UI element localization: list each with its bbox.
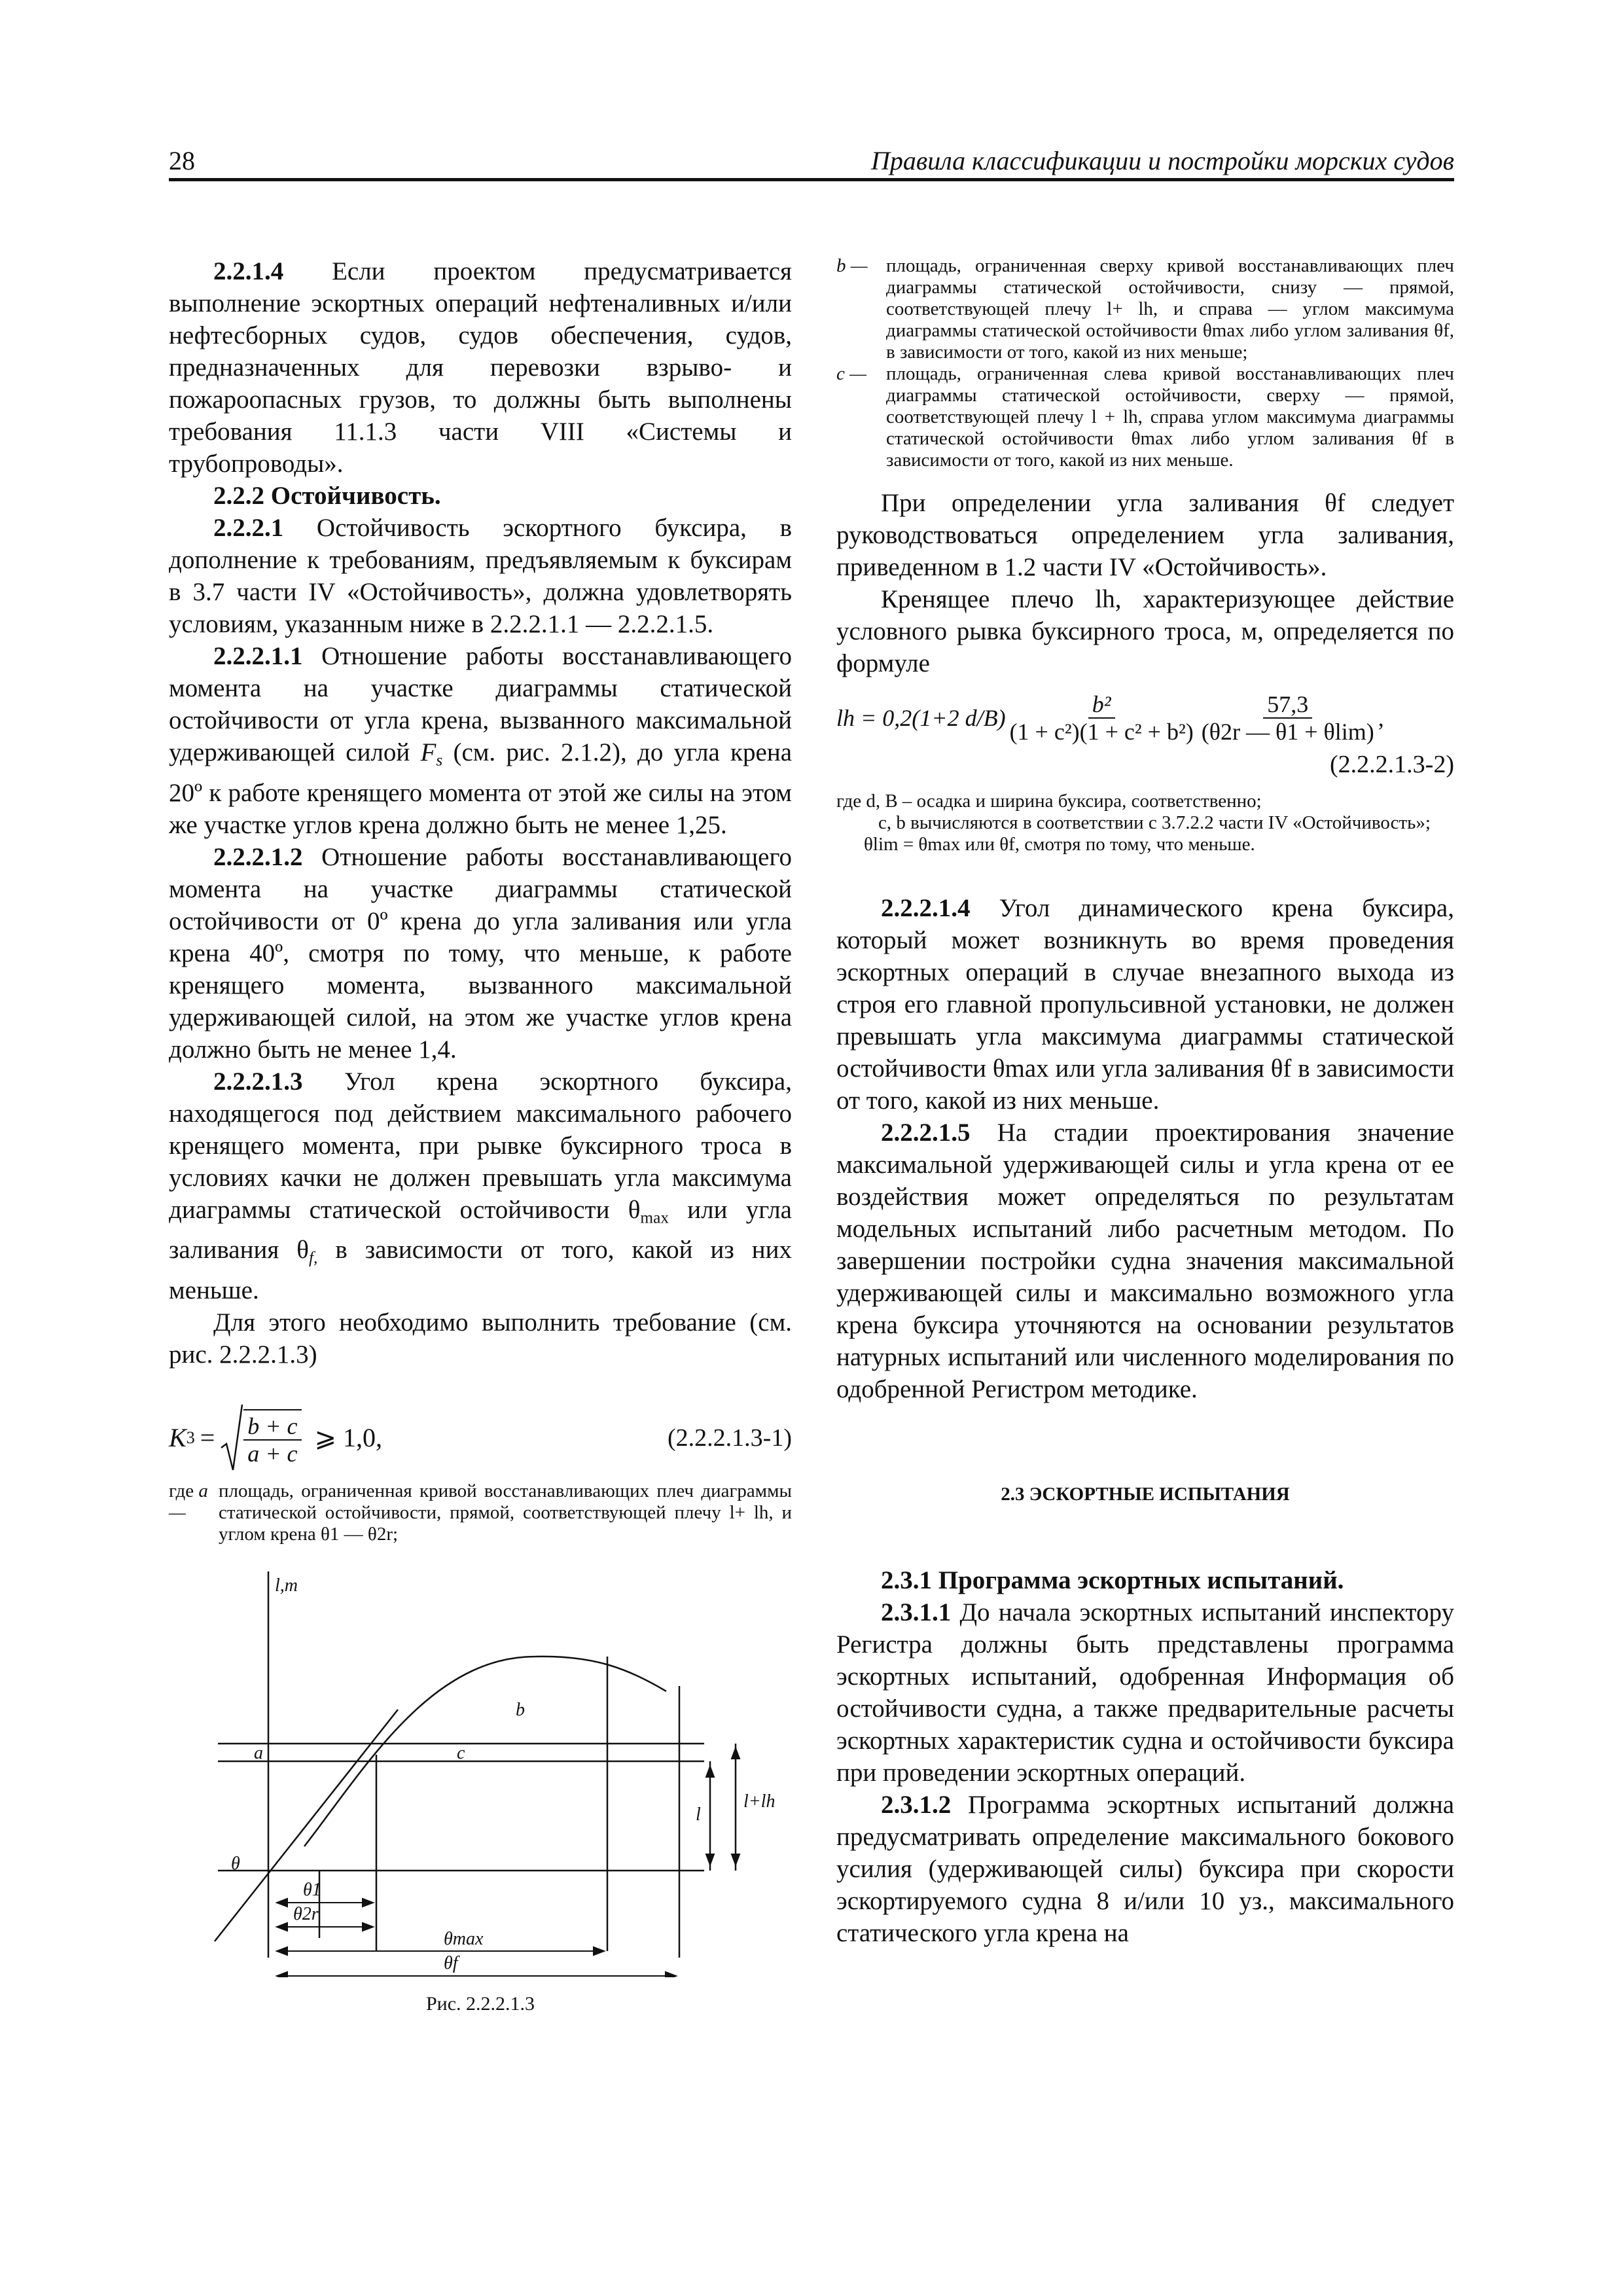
figure-caption: Рис. 2.2.2.1.3 [425, 1992, 535, 2015]
paragraph-2-3-1-2: 2.3.1.2 Программа эскортных испытаний должна предусматривать определение максимального бокового усилия (удерживающей силы) буксира при скорости эскортируемого судна 8 и/или 10 уз., максимального статического угла крена на [836, 1791, 1454, 1947]
l-lh-label: l+lh [743, 1791, 776, 1812]
l-label: l [696, 1804, 701, 1825]
area-a-label: a [254, 1742, 263, 1763]
running-title: Правила классификации и постройки морских судов [870, 146, 1454, 175]
area-c-label: c [457, 1742, 465, 1763]
paragraph-2-2-2-1-3: 2.2.2.1.3 Угол крена эскортного буксира, находящегося под действием максимального рабочего кренящего момента, при рывке буксирного троса в условиях качки не должен превышать угла максимума диаграммы статической остойчивости $\theta_{max}$ или угла заливания $\theta_{f,}$ в зависимости от того, какой из них меньше. [169, 1067, 792, 1304]
definition-a: где a — площадь, ограниченная кривой восстанавливающих плеч диаграммы статической остойчивости, прямой, соответствующей плечу l+ lh, и углом крена θ1 — θ2r; [169, 1480, 792, 1545]
left-column [169, 255, 792, 2015]
theta2r-label: θ2r [293, 1903, 319, 1924]
definition-c: c — площадь, ограниченная слева кривой восстанавливающих плеч диаграммы статической остойчивости, сверху — прямой, соответствующей плечу l + lh, справа углом максимума диаграммы статической остойчивости θmax либо углом заливания θf в зависимости от того, какой из них меньше. [836, 363, 1454, 471]
header-rule [169, 178, 1454, 181]
theta1-label: θ1 [303, 1879, 321, 1900]
equation-label-2: (2.2.2.1.3-2) [1330, 751, 1454, 778]
heading-2-3-1: 2.3.1 Программа эскортных испытаний. [881, 1566, 1344, 1594]
theta-max-label: θmax [444, 1928, 484, 1949]
paragraph-2-2-1-4: 2.2.1.4 Если проектом предусматривается выполнение эскортных операций нефтеналивных и/или нефтесборных судов, судов обеспечения, судов, предназначенных для перевозки взрыво- и пожароопасных грузов, то должны быть выполнены требования 11.1.3 части VIII «Системы и трубопроводы». [169, 257, 792, 478]
where-d-b: где d, B – осадка и ширина буксира, соответственно; [836, 791, 1262, 812]
section-2-3-title: 2.3 ЭСКОРТНЫЕ ИСПЫТАНИЯ [1001, 1484, 1290, 1505]
equation-2-2-2-1-3-1: K 3 = $\frac{b + c}{a + c}$ ⩾ 1,0, (2.2.2.1.3-1) [169, 1402, 792, 1474]
paragraph-requirement: Для этого необходимо выполнить требование (см. рис. 2.2.2.1.3) [169, 1308, 792, 1369]
theta-f-label: θf [444, 1952, 458, 1973]
definition-b: b — площадь, ограниченная сверху кривой восстанавливающих плеч диаграммы статической остойчивости, снизу — прямой, соответствующей плечу l+ lh, и справа — углом максимума диаграммы статической остойчивости θmax либо углом заливания θf, в зависимости от того, какой из них меньше; [836, 255, 1454, 363]
stability-diagram [169, 1558, 792, 1977]
paragraph-2-2-2-1-2: 2.2.2.1.2 Отношение работы восстанавливающего момента на участке диаграммы статической остойчивости от 0º крена до угла заливания или угла крена 40º, смотря по тому, что меньше, к работе кренящего момента, вызванного максимальной удерживающей силой, на этом же участке углов крена должно быть не менее 1,4. [169, 842, 792, 1064]
paragraph-2-2-2-1-1: 2.2.2.1.1 Отношение работы восстанавливающего момента на участке диаграммы статической остойчивости от угла крена, вызванного максимальной удерживающей силой $F_s$ (см. рис. 2.1.2), до угла крена 20º к работе кренящего момента от этой же силы на этом же участке углов крена должно быть не менее 1,25. [169, 642, 792, 839]
theta-label: θ [231, 1853, 240, 1874]
heading-2-2-2: 2.2.2 Остойчивость. [213, 482, 441, 510]
paragraph-2-2-2-1: 2.2.2.1 Остойчивость эскортного буксира, в дополнение к требованиям, предъявляемым к буксирам в 3.7 части IV «Остойчивость», должна удовлетворять условиям, указанным ниже в 2.2.2.1.1 — 2.2.2.1.5. [169, 514, 792, 638]
equation-2-2-2-1-3-2: lh = 0,2(1+2 d/B) $\frac{\text{b²}}{\text{(1 + c²)(1 + c² + b²)}}$ $\frac{57,3}{(\theta 2r — \theta 1 + \theta\lim)}$ , [836, 691, 1384, 745]
page-number: 28 [169, 146, 195, 175]
paragraph-2-3-1-1: 2.3.1.1 До начала эскортных испытаний инспектору Регистра должны быть представлены программа эскортных испытаний, одобренная Информация об остойчивости судна, а также предварительные расчеты эскортных характеристик судна и остойчивости буксира при проведении эскортных операций. [836, 1598, 1454, 1787]
where-c-b: c, b вычисляются в соответствии с 3.7.2.2 части IV «Остойчивость»; [878, 812, 1431, 833]
paragraph-heeling-arm: Кренящее плечо lh, характеризующее действие условного рывка буксирного троса, м, определяется по формуле [836, 585, 1454, 677]
paragraph-flooding-angle: При определении угла заливания θf следует руководствоваться определением угла заливания, приведенном в 1.2 части IV «Остойчивость». [836, 489, 1454, 581]
right-column [836, 255, 1454, 1949]
paragraph-2-2-2-1-5: 2.2.2.1.5 На стадии проектирования значение максимальной удерживающей силы и угла крена от ее воздействия может определяться по результатам модельных испытаний либо расчетным методом. По завершении постройки судна значения максимальной удерживающей силы и максимально возможного угла крена буксира уточняются на основании результатов натурных испытаний или численного моделирования по одобренной Регистром методике. [836, 1119, 1454, 1403]
where-theta-lim: θlim = θmax или θf, смотря по тому, что меньше. [864, 834, 1255, 855]
area-b-label: b [516, 1699, 525, 1720]
paragraph-2-2-2-1-4: 2.2.2.1.4 Угол динамического крена буксира, который может возникнуть во время проведения эскортных операций в случае внезапного выхода из строя его главной пропульсивной установки, не должен превышать угла максимума диаграммы статической остойчивости θmax или угла заливания θf в зависимости от того, какой из них меньше. [836, 894, 1454, 1115]
sqrt-sign-icon [220, 1402, 243, 1474]
y-axis-label: l,m [275, 1575, 298, 1596]
restoring-curve [304, 1657, 666, 1846]
